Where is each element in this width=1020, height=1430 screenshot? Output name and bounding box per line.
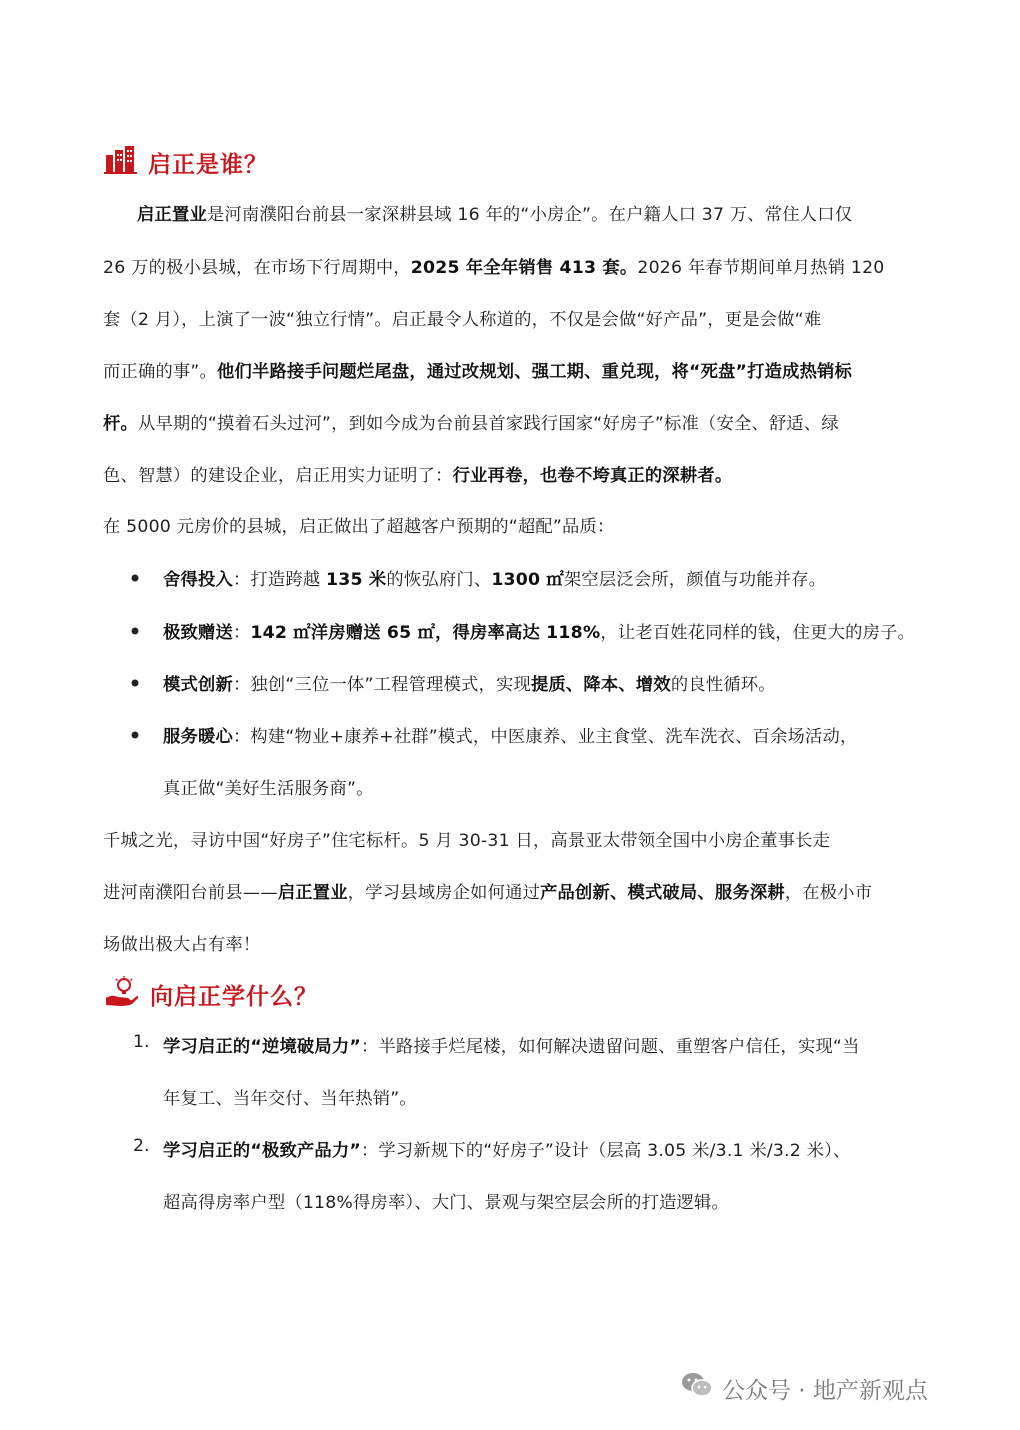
text-run: 年复工、当年交付、当年热销”。 bbox=[163, 1089, 417, 1109]
bullet-dot bbox=[130, 678, 140, 688]
text-run: 是河南濮阳台前县一家深耕县域 16 年的“小房企”。在户籍人口 37 万、常住人口仅 bbox=[206, 205, 853, 225]
bullet-dot bbox=[130, 730, 140, 740]
bullet-line bbox=[163, 565, 983, 590]
list-number: 2. bbox=[133, 1136, 150, 1156]
text-run: 26 万的极小县城，在市场下行周期中， bbox=[103, 258, 411, 278]
text-run: ：打造跨越 bbox=[232, 570, 327, 590]
text-run: 千城之光，寻访中国“好房子”住宅标杆。5 月 30-31 日，高景亚太带领全国中小房企董事长走 bbox=[103, 831, 831, 851]
bold-text: 学习启正的“极致产品力” bbox=[163, 1141, 361, 1161]
text-run: ：学习新规下的“好房子”设计（层高 3.05 米/3.1 米/3.2 米）、 bbox=[360, 1141, 851, 1161]
bold-text: 2025 年全年销售 413 套。 bbox=[410, 258, 638, 278]
paragraph-line bbox=[103, 305, 923, 330]
section-title-who bbox=[104, 145, 268, 179]
section-title-text: 向启正学什么？ bbox=[150, 983, 318, 1010]
paragraph-line bbox=[103, 357, 923, 382]
bold-text: 启正置业 bbox=[137, 205, 207, 225]
text-run: ：半路接手烂尾楼，如何解决遗留问题、重塑客户信任，实现“当 bbox=[360, 1037, 860, 1057]
paragraph-line bbox=[103, 512, 923, 537]
list-number: 1. bbox=[133, 1032, 150, 1052]
bold-text: 135 米 bbox=[326, 570, 387, 590]
bold-text: 服务暖心 bbox=[163, 727, 233, 747]
bullet-line bbox=[163, 670, 983, 695]
text-run: 在 5000 元房价的县城，启正做出了超越客户预期的“超配”品质： bbox=[103, 517, 615, 537]
list-item-line bbox=[163, 1136, 983, 1161]
text-run: ，学习县域房企如何通过 bbox=[347, 883, 541, 903]
text-run: 套（2 月），上演了一波“独立行情”。启正最令人称道的，不仅是会做“好产品”，更是会做“难 bbox=[103, 310, 822, 330]
text-run: 2026 年春节期间单月热销 120 bbox=[637, 258, 885, 278]
paragraph-line bbox=[103, 878, 923, 903]
bold-text: 产品创新、模式破局、服务深耕 bbox=[540, 883, 785, 903]
list-item-line bbox=[163, 1032, 983, 1057]
paragraph-line bbox=[103, 826, 923, 851]
text-run: 架空层泛会所，颜值与功能并存。 bbox=[563, 570, 827, 590]
text-run: 场做出极大占有率！ bbox=[103, 935, 261, 955]
bullet-line bbox=[163, 618, 983, 643]
paragraph-line bbox=[103, 409, 923, 434]
list-item-line bbox=[163, 1084, 983, 1109]
paragraph-line bbox=[137, 200, 957, 225]
hand-lightbulb-icon bbox=[104, 976, 140, 1012]
text-run: 进河南濮阳台前县—— bbox=[103, 883, 278, 903]
text-run: 色、智慧）的建设企业，启正用实力证明了： bbox=[103, 466, 453, 486]
bold-text: 极致赠送 bbox=[163, 623, 233, 643]
bold-text: 142 ㎡洋房赠送 65 ㎡，得房率高达 118% bbox=[250, 623, 601, 643]
text-run: ： bbox=[232, 623, 251, 643]
text-run: 的良性循环。 bbox=[670, 675, 776, 695]
text-run: 的恢弘府门、 bbox=[386, 570, 492, 590]
paragraph-line bbox=[103, 930, 923, 955]
bullet-line bbox=[163, 722, 983, 747]
building-icon bbox=[104, 145, 138, 179]
bold-text: 舍得投入 bbox=[163, 570, 233, 590]
text-run: 超高得房率户型（118%得房率）、大门、景观与架空层会所的打造逻辑。 bbox=[163, 1193, 729, 1213]
bold-text: 杆。 bbox=[103, 414, 138, 434]
section-title-text: 启正是谁？ bbox=[148, 151, 268, 178]
bold-text: 提质、降本、增效 bbox=[530, 675, 671, 695]
watermark-text: 公众号 · 地产新观点 bbox=[722, 1377, 928, 1404]
text-run: ：构建“物业+康养+社群”模式，中医康养、业主食堂、洗车洗衣、百余场活动， bbox=[232, 727, 858, 747]
text-run: ：独创“三位一体”工程管理模式，实现 bbox=[232, 675, 531, 695]
bold-text: 启正置业 bbox=[277, 883, 348, 903]
text-run: 从早期的“摸着石头过河”，到如今成为台前县首家践行国家“好房子”标准（安全、舒适、绿 bbox=[137, 414, 839, 434]
text-run: 真正做“美好生活服务商”。 bbox=[163, 779, 374, 799]
bold-text: 学习启正的“逆境破局力” bbox=[163, 1037, 361, 1057]
paragraph-line bbox=[103, 253, 923, 278]
text-run: ，让老百姓花同样的钱，住更大的房子。 bbox=[600, 623, 916, 643]
paragraph-line bbox=[103, 461, 923, 486]
bold-text: 行业再卷，也卷不垮真正的深耕者。 bbox=[452, 466, 733, 486]
bullet-line bbox=[163, 774, 983, 799]
section-title-learn bbox=[104, 976, 318, 1012]
bold-text: 他们半路接手问题烂尾盘，通过改规划、强工期、重兑现，将“死盘”打造成热销标 bbox=[217, 362, 853, 382]
watermark bbox=[680, 1370, 928, 1406]
bold-text: 模式创新 bbox=[163, 675, 233, 695]
wechat-icon bbox=[680, 1370, 714, 1406]
bullet-dot bbox=[130, 573, 140, 583]
text-run: 而正确的事”。 bbox=[103, 362, 218, 382]
bullet-dot bbox=[130, 626, 140, 636]
list-item-line bbox=[163, 1188, 983, 1213]
bold-text: 1300 ㎡ bbox=[491, 570, 564, 590]
text-run: ，在极小市 bbox=[784, 883, 873, 903]
